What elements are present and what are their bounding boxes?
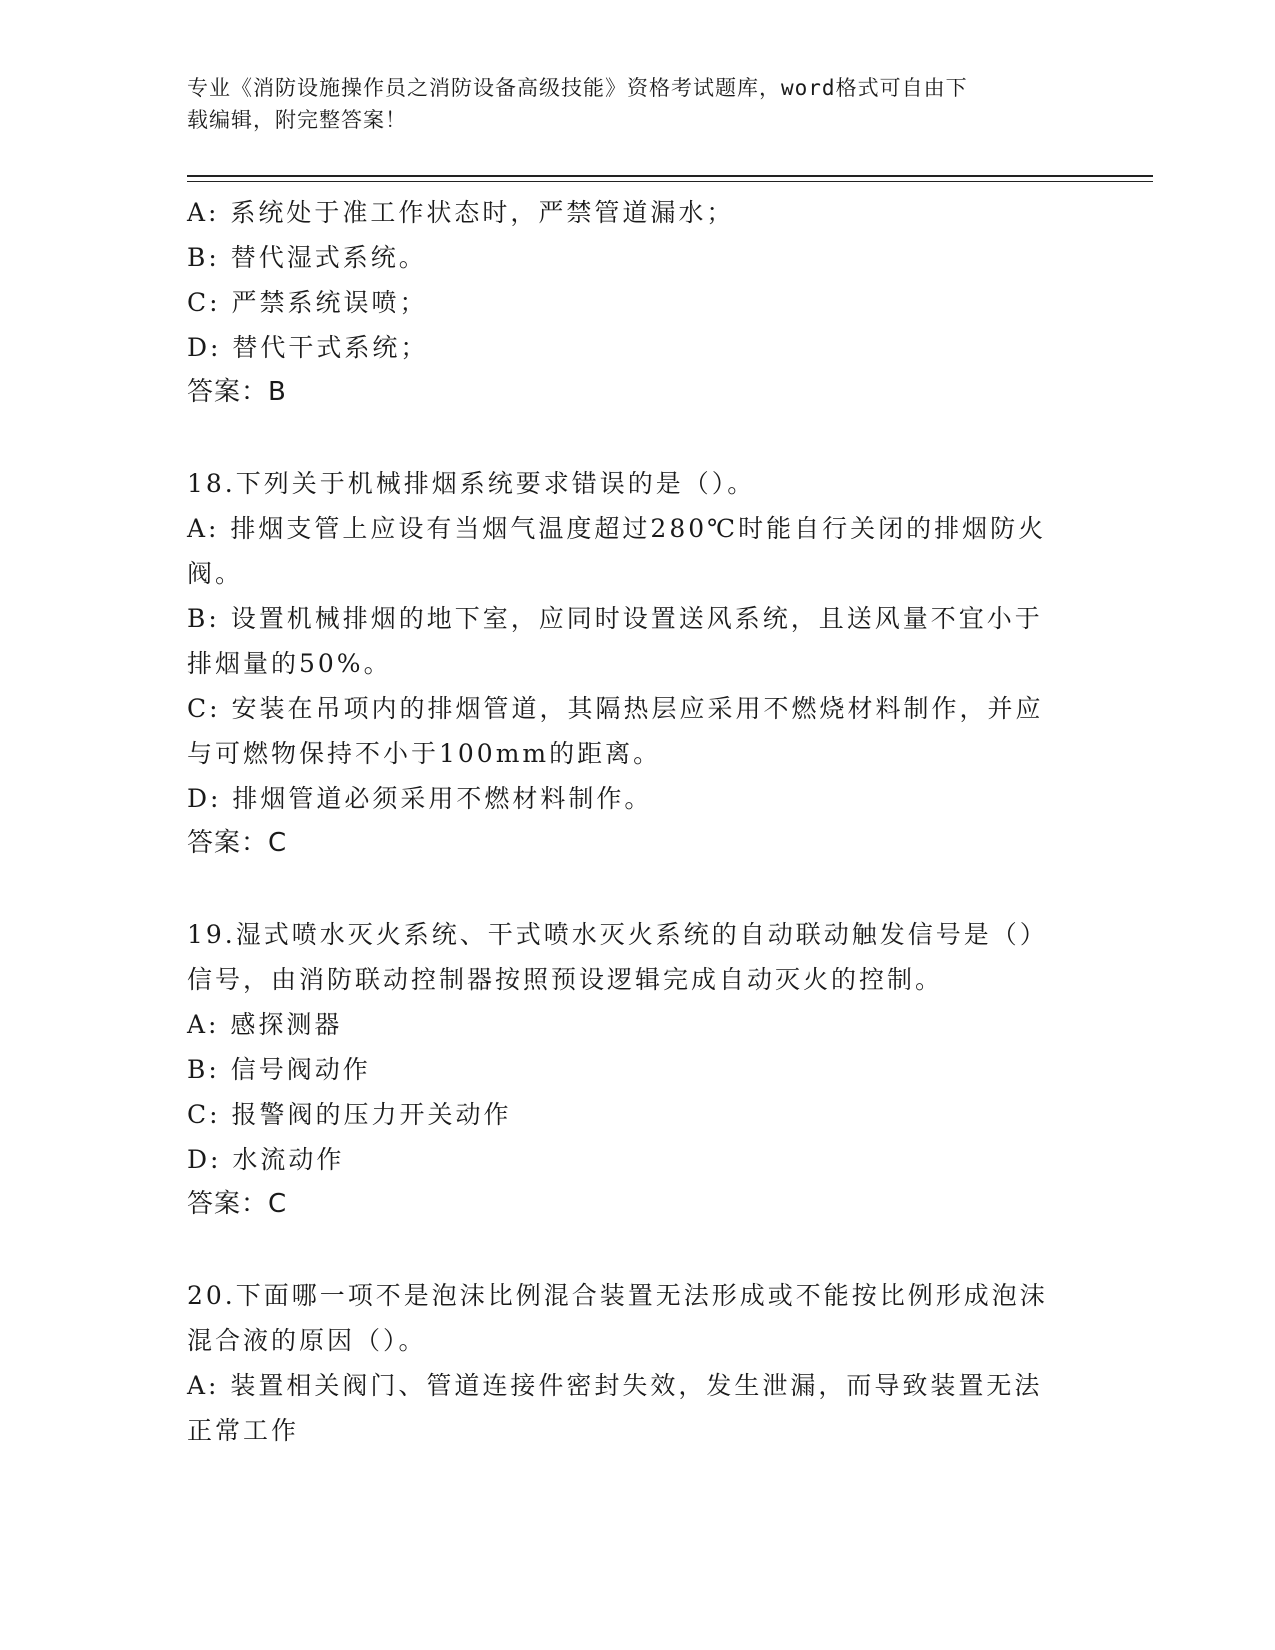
document-header	[187, 72, 1067, 136]
header-line-1: 专业《消防设施操作员之消防设备高级技能》资格考试题库，word格式可自由下	[187, 76, 968, 100]
question-20-block	[187, 1273, 1077, 1453]
question-stem-continued: 混合液的原因（）。	[187, 1326, 427, 1355]
question-18-block	[187, 461, 1077, 866]
option-d: D: 水流动作	[187, 1145, 345, 1174]
question-stem: 18.下列关于机械排烟系统要求错误的是（）。	[187, 469, 756, 498]
answer-text: 答案：C	[187, 1189, 288, 1219]
option-c: C: 安装在吊项内的排烟管道，其隔热层应采用不燃烧材料制作，并应	[187, 694, 1044, 723]
option-a: A: 装置相关阀门、管道连接件密封失效，发生泄漏，而导致装置无法	[187, 1371, 1043, 1400]
question-stem: 20.下面哪一项不是泡沫比例混合装置无法形成或不能按比例形成泡沫	[187, 1281, 1048, 1310]
question-stem-continued: 信号，由消防联动控制器按照预设逻辑完成自动灭火的控制。	[187, 965, 944, 994]
option-a: A: 系统处于准工作状态时，严禁管道漏水；	[187, 198, 735, 227]
option-a-continued: 正常工作	[187, 1416, 300, 1445]
answer-text: 答案：B	[187, 377, 287, 407]
option-a: A: 感探测器	[187, 1010, 343, 1039]
header-divider-thin	[187, 181, 1153, 182]
option-c-continued: 与可燃物保持不小于100mm的距离。	[187, 739, 662, 768]
option-b: B: 信号阀动作	[187, 1055, 371, 1084]
question-stem: 19.湿式喷水灭火系统、干式喷水灭火系统的自动联动触发信号是（）	[187, 920, 1048, 949]
option-b-continued: 排烟量的50%。	[187, 649, 392, 678]
option-b: B: 替代湿式系统。	[187, 243, 427, 272]
option-d: D: 替代干式系统；	[187, 333, 429, 362]
header-divider-thick	[187, 175, 1153, 177]
option-a-continued: 阀。	[187, 559, 244, 588]
question-17-block	[187, 190, 1077, 415]
header-line-2: 载编辑，附完整答案！	[187, 108, 407, 132]
question-19-block	[187, 912, 1077, 1227]
option-d: D: 排烟管道必须采用不燃材料制作。	[187, 784, 653, 813]
question-content	[187, 190, 1077, 1453]
option-a: A: 排烟支管上应设有当烟气温度超过280℃时能自行关闭的排烟防火	[187, 514, 1047, 543]
option-b: B: 设置机械排烟的地下室，应同时设置送风系统，且送风量不宜小于	[187, 604, 1043, 633]
option-c: C: 报警阀的压力开关动作	[187, 1100, 512, 1129]
answer-text: 答案：C	[187, 828, 288, 858]
option-c: C: 严禁系统误喷；	[187, 288, 428, 317]
